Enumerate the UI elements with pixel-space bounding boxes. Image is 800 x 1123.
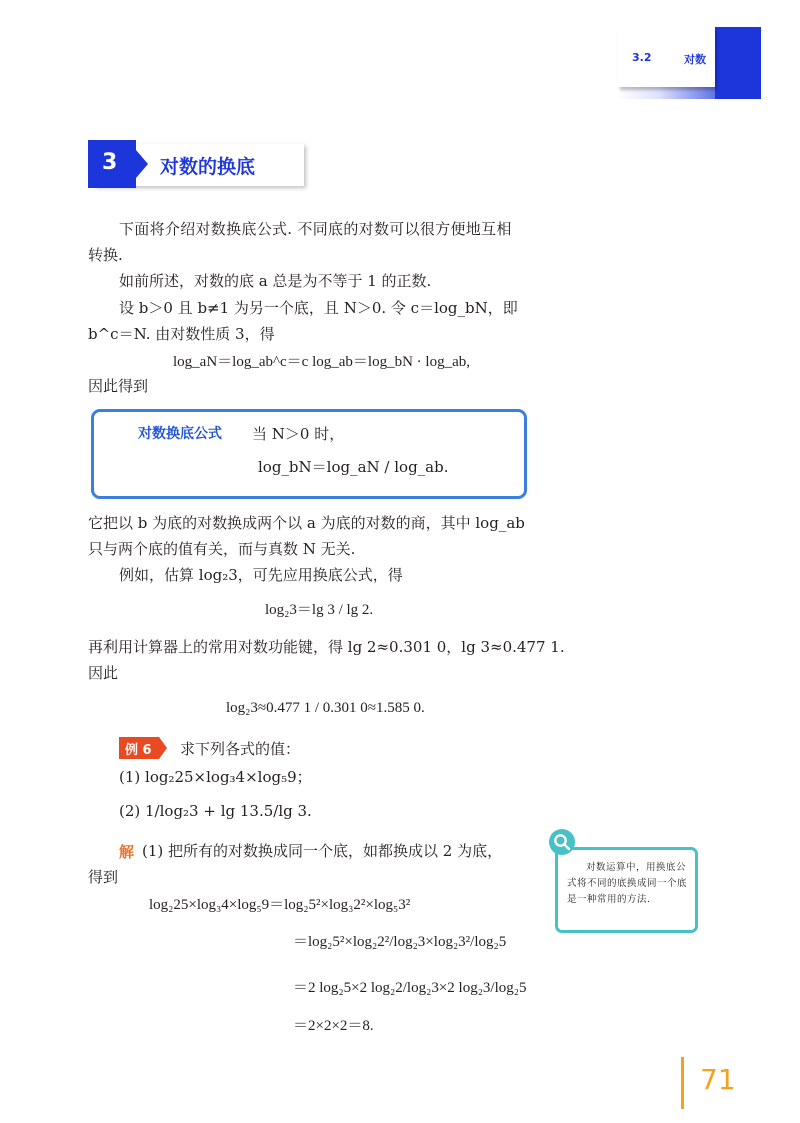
page-number-divider [681, 1057, 684, 1109]
paragraph-7-line-2: 因此 [88, 664, 119, 682]
solution-step-2: ＝log₂5²×log₂2²/log₂3×log₂3²/log₂5 [293, 934, 507, 950]
equation-log2-3-estimate: log₂3≈0.477 1 / 0.301 0≈1.585 0. [226, 700, 425, 716]
equation-change-of-base-derivation: log_aN＝log_ab^c＝c log_ab＝log_bN · log_ab, [173, 354, 470, 370]
paragraph-4: 因此得到 [88, 377, 149, 395]
paragraph-3-line-2: b^c＝N. 由对数性质 3，得 [88, 325, 275, 343]
header-blue-bar [715, 27, 761, 99]
magnifier-icon [548, 828, 576, 856]
solution-label: 解 [119, 843, 135, 861]
solution-step-3: ＝2 log₂5×2 log₂2/log₂3×2 log₂3/log₂5 [293, 980, 527, 996]
section-heading [88, 140, 306, 188]
example-badge [119, 737, 167, 759]
solution-line-1: (1) 把所有的对数换成同一个底，如都换成以 2 为底， [142, 842, 503, 860]
paragraph-6: 例如，估算 log₂3，可先应用换底公式，得 [119, 566, 403, 584]
section-title: 对数的换底 [160, 156, 256, 178]
solution-line-2: 得到 [88, 868, 119, 886]
sidenote-box [555, 847, 698, 933]
equation-log2-3: log₂3＝lg 3 / lg 2. [265, 602, 374, 618]
sidenote-text: 对数运算中，用换底公式将不同的底换成同一个底是一种常用的方法. [567, 862, 688, 905]
paragraph-5-line-2: 只与两个底的值有关，而与真数 N 无关. [88, 540, 356, 558]
formula-box-formula: log_bN＝log_aN / log_ab. [258, 458, 449, 476]
running-header [618, 27, 761, 99]
section-number: 3 [102, 150, 118, 175]
formula-box-condition: 当 N＞0 时， [252, 425, 345, 443]
example-prompt: 求下列各式的值： [180, 740, 301, 758]
header-section-number: 3.2 [632, 51, 652, 64]
page-number: 71 [700, 1063, 736, 1096]
formula-box-label: 对数换底公式 [138, 426, 222, 442]
example-item-1: (1) log₂25×log₃4×log₅9； [119, 768, 312, 786]
paragraph-5-line-1: 它把以 b 为底的对数换成两个以 a 为底的对数的商，其中 log_ab [88, 514, 525, 532]
header-section-title: 对数 [684, 53, 706, 66]
badge-arrow [136, 150, 148, 178]
solution-step-4: ＝2×2×2＝8. [293, 1018, 374, 1034]
example-item-2: (2) 1/log₂3 + lg 13.5/lg 3. [119, 802, 312, 820]
example-badge-arrow [159, 737, 167, 759]
paragraph-1-line-2: 转换. [88, 246, 123, 264]
solution-step-1: log₂25×log₃4×log₅9＝log₂5²×log₃2²×log₅3² [149, 897, 411, 913]
paragraph-1-line-1: 下面将介绍对数换底公式. 不同底的对数可以很方便地互相 [119, 220, 512, 238]
example-badge-label: 例 6 [125, 743, 152, 758]
paragraph-2: 如前所述，对数的底 a 总是为不等于 1 的正数. [119, 272, 432, 290]
paragraph-7-line-1: 再利用计算器上的常用对数功能键，得 lg 2≈0.301 0，lg 3≈0.477 1. [88, 638, 565, 656]
paragraph-3-line-1: 设 b＞0 且 b≠1 为另一个底，且 N＞0. 令 c＝log_bN，即 [119, 299, 518, 317]
formula-box [91, 409, 527, 499]
